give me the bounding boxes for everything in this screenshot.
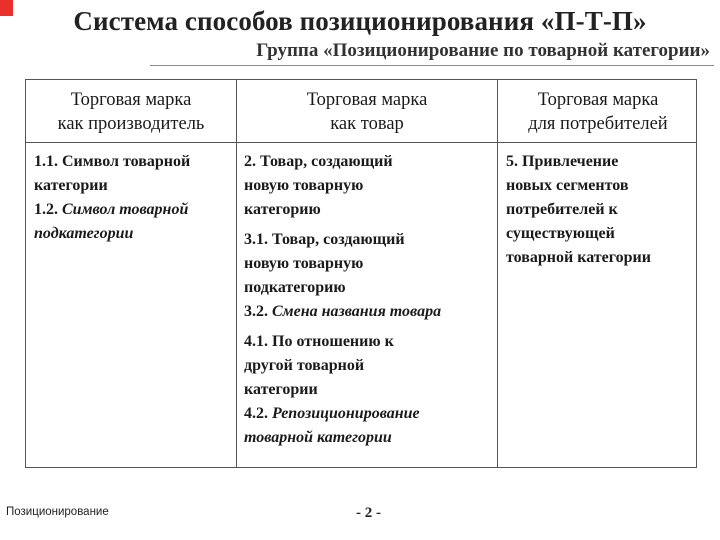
- method-text: новую товарную: [244, 177, 364, 194]
- method-line: [244, 228, 496, 252]
- method-text: существующей: [506, 225, 615, 242]
- method-line: [244, 378, 496, 402]
- subtitle-divider: [150, 65, 714, 66]
- method-number: 2.: [244, 153, 256, 170]
- method-entry: [244, 228, 496, 300]
- method-text: Товар, создающий: [272, 231, 405, 248]
- method-number: 4.1.: [244, 333, 268, 350]
- method-text: Репозиционирование: [272, 405, 420, 422]
- header-product: [237, 88, 497, 136]
- column-divider-1: [236, 80, 237, 467]
- method-text: Привлечение: [522, 153, 619, 170]
- method-entry: [244, 300, 496, 324]
- method-line: [34, 150, 234, 174]
- method-entry: [244, 330, 496, 402]
- method-line: [244, 426, 496, 450]
- method-line: [244, 354, 496, 378]
- method-line: [244, 276, 496, 300]
- method-entry: [244, 402, 496, 450]
- column-manufacturer: [34, 150, 234, 246]
- method-text: новую товарную: [244, 255, 364, 272]
- method-number: 5.: [506, 153, 518, 170]
- method-line: [506, 198, 696, 222]
- footer-label: Позиционирование: [6, 506, 109, 518]
- method-line: [244, 330, 496, 354]
- method-text: новых сегментов: [506, 177, 629, 194]
- header-line: Торговая марка: [70, 90, 192, 110]
- page-number: - 2 -: [356, 505, 381, 521]
- method-entry: [34, 198, 234, 246]
- column-divider-2: [497, 80, 498, 467]
- method-line: [506, 222, 696, 246]
- header-line: как производитель: [57, 114, 205, 134]
- header-manufacturer: [26, 88, 236, 136]
- method-line: [506, 246, 696, 270]
- method-text: подкатегорию: [244, 279, 346, 296]
- column-consumer: [506, 150, 696, 270]
- method-text: другой товарной: [244, 357, 365, 374]
- header-line: Торговая марка: [537, 90, 659, 110]
- method-text: Символ товарной: [62, 153, 191, 170]
- method-entry: [244, 150, 496, 222]
- method-text: потребителей к: [506, 201, 618, 218]
- slide-title: Система способов позиционирования «П-Т-П»: [73, 6, 647, 36]
- header-line: для потребителей: [528, 114, 668, 134]
- header-line: Торговая марка: [306, 90, 428, 110]
- positioning-table: [25, 79, 697, 468]
- method-entry: [506, 150, 696, 270]
- method-text: По отношению к: [272, 333, 394, 350]
- method-line: [34, 174, 234, 198]
- method-text: категории: [34, 177, 108, 194]
- method-line: [244, 174, 496, 198]
- method-number: 3.2.: [244, 303, 268, 320]
- method-line: [244, 300, 496, 324]
- method-line: [34, 222, 234, 246]
- method-text: категории: [244, 381, 318, 398]
- method-entry: [34, 150, 234, 198]
- method-text: Смена названия товара: [272, 303, 442, 320]
- method-line: [244, 402, 496, 426]
- method-text: подкатегории: [34, 225, 134, 242]
- method-line: [506, 174, 696, 198]
- method-number: 3.1.: [244, 231, 268, 248]
- header-consumer: [498, 88, 698, 136]
- method-number: 1.2.: [34, 201, 58, 218]
- header-line: как товар: [330, 114, 404, 134]
- method-line: [244, 252, 496, 276]
- method-text: товарной категории: [244, 429, 392, 446]
- slide-subtitle: Группа «Позиционирование по товарной категории»: [256, 40, 710, 61]
- method-line: [244, 150, 496, 174]
- header-divider: [26, 142, 696, 143]
- method-text: Товар, создающий: [260, 153, 393, 170]
- method-line: [244, 198, 496, 222]
- method-line: [506, 150, 696, 174]
- column-product: [244, 150, 496, 450]
- method-text: категорию: [244, 201, 321, 218]
- method-text: Символ товарной: [62, 201, 189, 218]
- method-text: товарной категории: [506, 249, 651, 266]
- method-line: [34, 198, 234, 222]
- method-number: 4.2.: [244, 405, 268, 422]
- method-number: 1.1.: [34, 153, 58, 170]
